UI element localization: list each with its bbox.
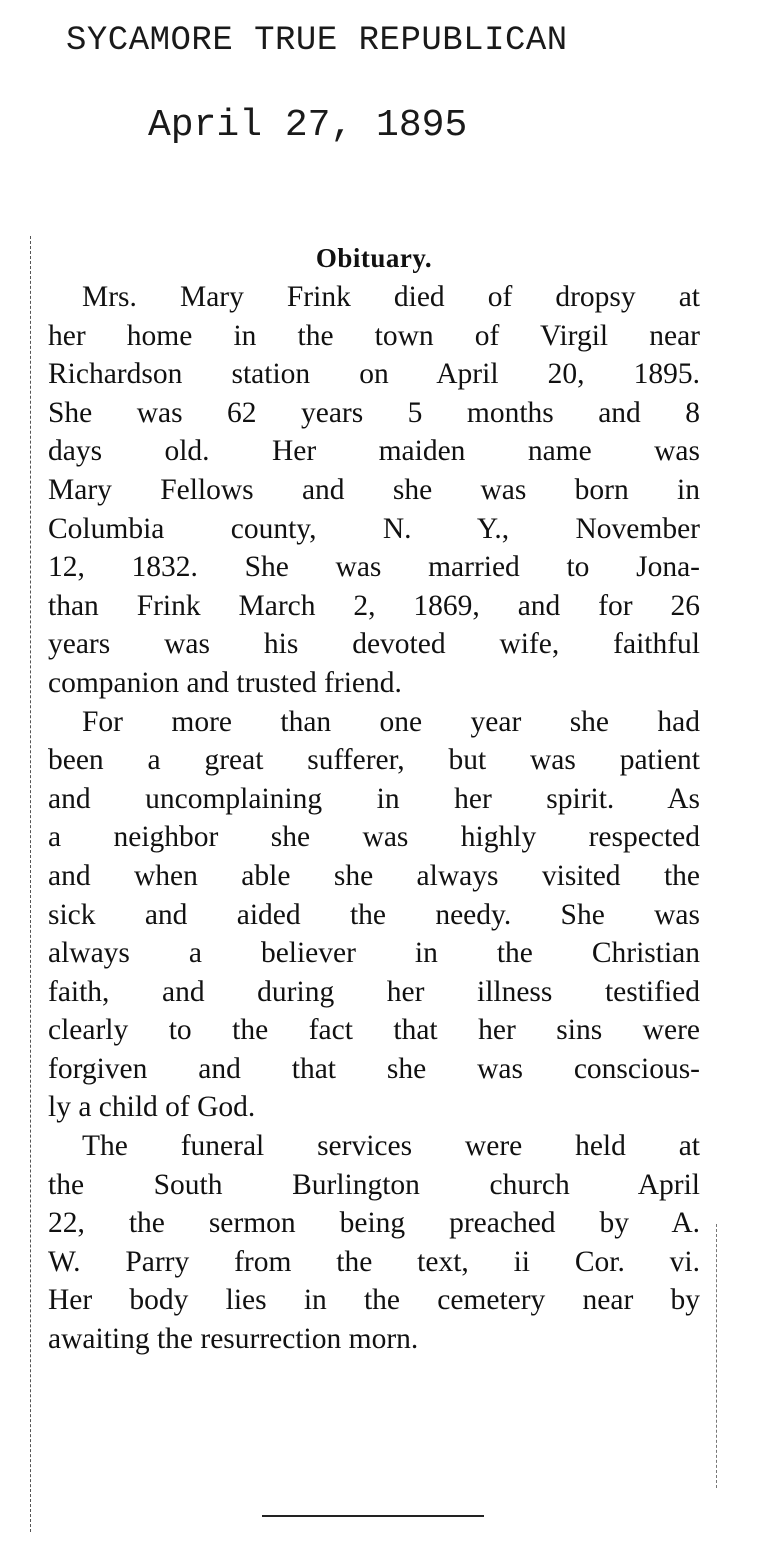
text-line: a neighbor she was highly respected <box>48 821 700 854</box>
text-line: her home in the town of Virgil near <box>48 319 700 352</box>
text-line: She was 62 years 5 months and 8 <box>48 396 700 429</box>
text-line: Columbia county, N. Y., November <box>48 512 700 545</box>
paragraph-3 <box>48 1127 700 1359</box>
text-line: days old. Her maiden name was <box>48 435 700 468</box>
text-line: 12, 1832. She was married to Jona- <box>48 551 700 584</box>
text-line: always a believer in the Christian <box>48 937 700 970</box>
text-line: years was his devoted wife, faithful <box>48 628 700 661</box>
text-line: faith, and during her illness testified <box>48 975 700 1008</box>
article-title: Obituary. <box>315 243 433 273</box>
text-line: For more than one year she had <box>82 705 700 738</box>
text-line: forgiven and that she was conscious- <box>48 1052 700 1085</box>
text-line: ly a child of God. <box>48 1091 256 1124</box>
text-line: W. Parry from the text, ii Cor. vi. <box>48 1245 700 1278</box>
clipping-right-edge <box>716 1224 717 1488</box>
text-line: than Frink March 2, 1869, and for 26 <box>48 589 700 622</box>
text-line: Mrs. Mary Frink died of dropsy at <box>82 281 700 313</box>
newspaper-name: SYCAMORE TRUE REPUBLICAN <box>66 22 568 60</box>
text-line: sick and aided the needy. She was <box>48 898 700 931</box>
text-line: Her body lies in the cemetery near by <box>48 1284 700 1317</box>
publication-date: April 27, 1895 <box>148 104 468 147</box>
text-line: and when able she always visited the <box>48 859 700 892</box>
clipping-left-edge <box>30 236 31 1532</box>
text-line: awaiting the resurrection morn. <box>48 1323 419 1356</box>
obituary-clipping <box>48 240 700 1359</box>
text-line: and uncomplaining in her spirit. As <box>48 782 700 815</box>
end-of-article-rule <box>262 1515 484 1517</box>
text-line: companion and trusted friend. <box>48 666 402 699</box>
paragraph-1 <box>48 278 700 703</box>
text-line: the South Burlington church April <box>48 1168 700 1201</box>
text-line: 22, the sermon being preached by A. <box>48 1207 700 1240</box>
text-line: The funeral services were held at <box>82 1130 700 1163</box>
text-line: Richardson station on April 20, 1895. <box>48 358 700 391</box>
text-line: been a great sufferer, but was patient <box>48 744 700 777</box>
text-line: Mary Fellows and she was born in <box>48 473 700 506</box>
text-line: clearly to the fact that her sins were <box>48 1014 700 1047</box>
paragraph-2 <box>48 703 700 1128</box>
